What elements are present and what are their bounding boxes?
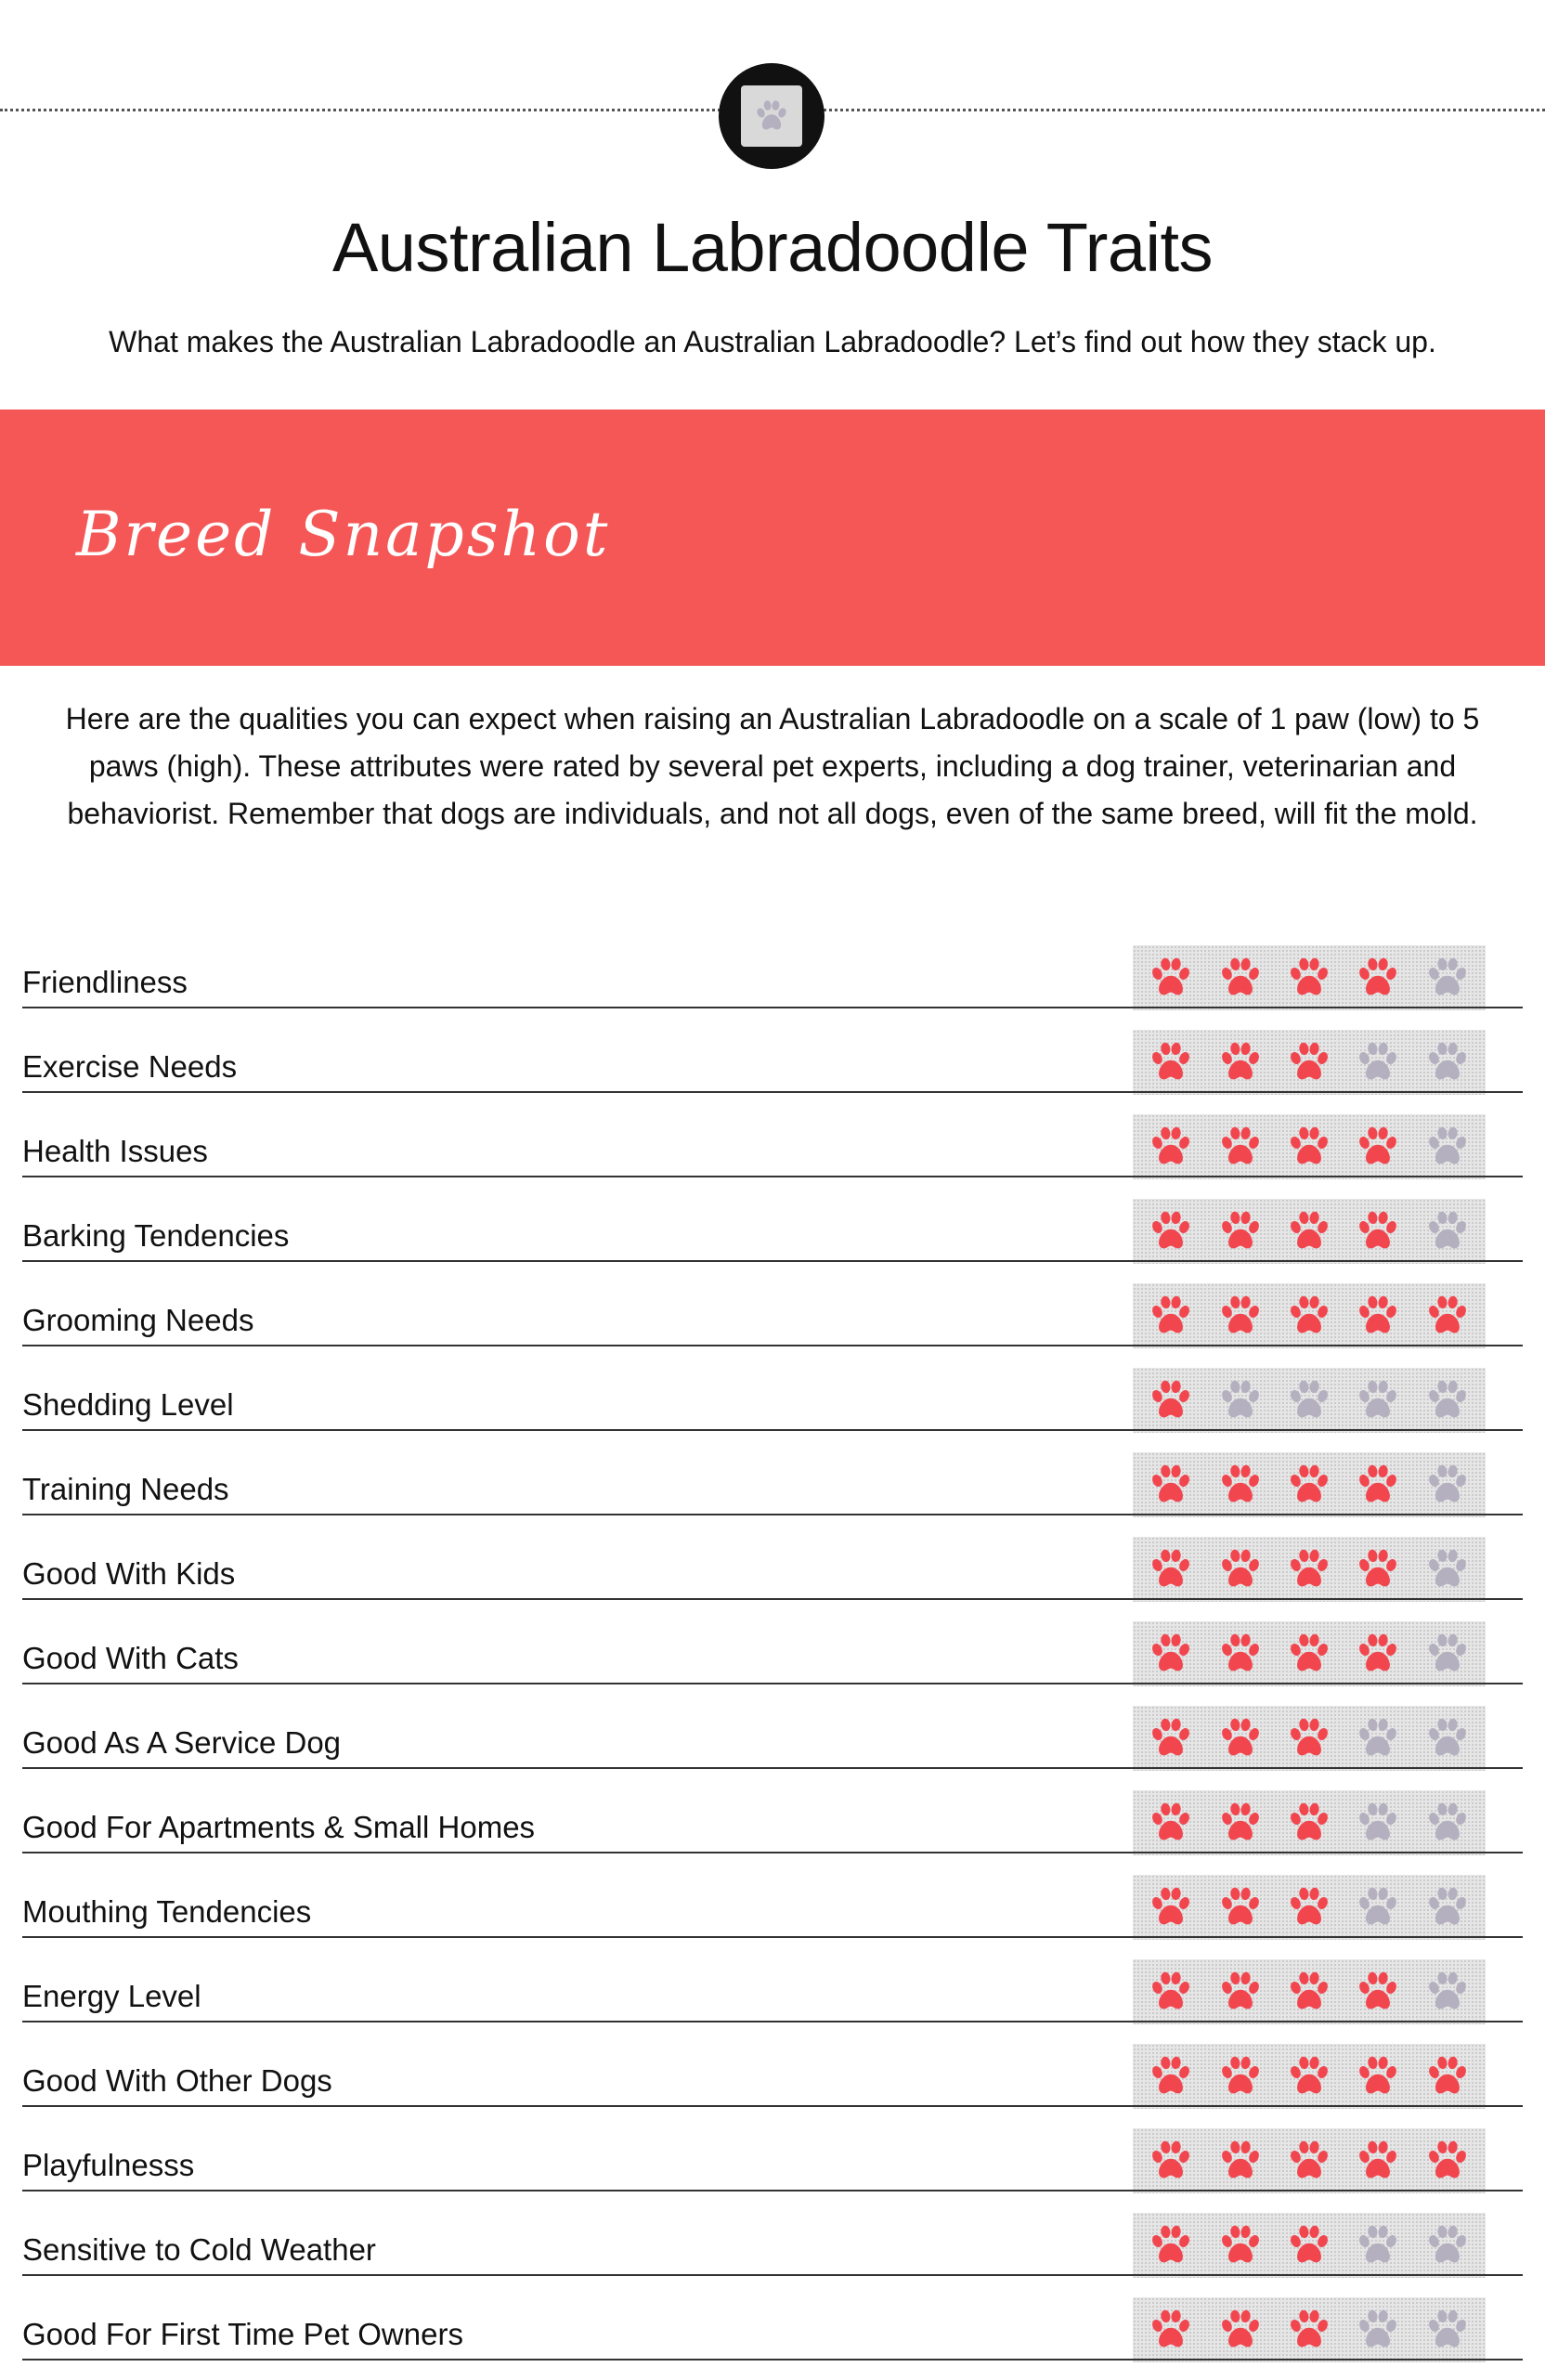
paw-rating — [1133, 1537, 1486, 1602]
paw-filled-icon — [1145, 1290, 1197, 1342]
paw-rating — [1133, 945, 1486, 1010]
paw-empty-icon — [1214, 1374, 1266, 1426]
paw-filled-icon — [1283, 1628, 1335, 1680]
intro-paragraph: Here are the qualities you can expect when raising an Australian Labradoodle on a scale of 1 paw (low) to 5 paws (high). These attributes were rated by several pet experts, including a dog trainer, veterinarian and behaviorist. Remember that dogs are individuals, and not all dogs, even of the same breed, will fit the mold. — [65, 702, 1480, 830]
paw-empty-icon — [1422, 2219, 1474, 2271]
paw-empty-icon — [1283, 1374, 1335, 1426]
breed-snapshot-banner — [0, 410, 1545, 666]
paw-filled-icon — [1422, 2050, 1474, 2102]
trait-divider — [22, 1260, 1523, 1262]
paw-empty-icon — [1352, 2219, 1404, 2271]
badge-inner — [741, 85, 802, 147]
paw-filled-icon — [1214, 2304, 1266, 2356]
trait-row — [0, 1704, 1545, 1788]
trait-divider — [22, 1852, 1523, 1853]
trait-label: Grooming Needs — [22, 1303, 254, 1337]
trait-row — [0, 1957, 1545, 2042]
paw-filled-icon — [1283, 1881, 1335, 1933]
trait-row — [0, 1535, 1545, 1619]
paw-filled-icon — [1283, 2304, 1335, 2356]
paw-filled-icon — [1422, 1290, 1474, 1342]
paw-filled-icon — [1283, 2219, 1335, 2271]
paw-empty-icon — [1422, 1797, 1474, 1849]
trait-divider — [22, 2274, 1523, 2276]
paw-rating — [1133, 2297, 1486, 2362]
paw-empty-icon — [1422, 1628, 1474, 1680]
paw-filled-icon — [1214, 1966, 1266, 2018]
paw-filled-icon — [1214, 1628, 1266, 1680]
paw-filled-icon — [1352, 1205, 1404, 1257]
trait-row — [0, 1281, 1545, 1366]
paw-empty-icon — [1422, 1881, 1474, 1933]
trait-divider — [22, 1767, 1523, 1769]
paw-filled-icon — [1283, 2135, 1335, 2187]
paw-filled-icon — [1214, 1543, 1266, 1595]
paw-filled-icon — [1214, 1459, 1266, 1511]
paw-empty-icon — [1422, 1205, 1474, 1257]
trait-divider — [22, 2105, 1523, 2107]
paw-filled-icon — [1214, 1797, 1266, 1849]
trait-label: Exercise Needs — [22, 1049, 238, 1084]
trait-row — [0, 1450, 1545, 1535]
trait-label: Friendliness — [22, 965, 188, 999]
banner-title: Breed Snapshot — [76, 499, 611, 570]
paw-empty-icon — [1422, 2304, 1474, 2356]
paw-filled-icon — [1283, 1712, 1335, 1764]
trait-label: Playfulnesss — [22, 2148, 195, 2182]
paw-filled-icon — [1214, 2219, 1266, 2271]
trait-label: Health Issues — [22, 1134, 208, 1168]
paw-filled-icon — [1145, 2304, 1197, 2356]
paw-filled-icon — [1352, 1121, 1404, 1173]
paw-empty-icon — [1352, 2304, 1404, 2356]
trait-label: Training Needs — [22, 1472, 229, 1506]
paw-empty-icon — [1422, 1543, 1474, 1595]
paw-filled-icon — [1422, 2135, 1474, 2187]
paw-rating — [1133, 2044, 1486, 2109]
paw-filled-icon — [1145, 1121, 1197, 1173]
paw-empty-icon — [1352, 1036, 1404, 1088]
paw-filled-icon — [1145, 1459, 1197, 1511]
paw-filled-icon — [1352, 1628, 1404, 1680]
trait-divider — [22, 1936, 1523, 1938]
trait-label: Shedding Level — [22, 1387, 234, 1422]
trait-row — [0, 1028, 1545, 1112]
trait-label: Mouthing Tendencies — [22, 1894, 312, 1929]
paw-filled-icon — [1145, 1712, 1197, 1764]
trait-divider — [22, 2359, 1523, 2360]
paw-filled-icon — [1283, 1205, 1335, 1257]
trait-row — [0, 1366, 1545, 1450]
paw-filled-icon — [1145, 1628, 1197, 1680]
trait-row — [0, 1788, 1545, 1873]
traits-list — [0, 943, 1545, 2380]
page-subtitle: What makes the Australian Labradoodle an Australian Labradoodle? Let’s find out how they stack up. — [109, 325, 1436, 358]
paw-empty-icon — [1422, 1459, 1474, 1511]
paw-filled-icon — [1352, 2135, 1404, 2187]
trait-divider — [22, 1091, 1523, 1093]
paw-empty-icon — [1422, 1712, 1474, 1764]
paw-filled-icon — [1283, 1121, 1335, 1173]
paw-empty-icon — [1352, 1797, 1404, 1849]
trait-divider — [22, 2021, 1523, 2022]
paw-filled-icon — [1214, 1290, 1266, 1342]
paw-filled-icon — [1214, 1121, 1266, 1173]
paw-empty-icon — [1422, 952, 1474, 1004]
trait-divider — [22, 1683, 1523, 1684]
paw-rating — [1133, 1368, 1486, 1433]
paw-filled-icon — [1214, 2050, 1266, 2102]
paw-filled-icon — [1214, 1036, 1266, 1088]
page-title: Australian Labradoodle Traits — [331, 209, 1214, 286]
trait-row — [0, 1873, 1545, 1957]
paw-rating — [1133, 1959, 1486, 2024]
trait-label: Good With Kids — [22, 1556, 236, 1591]
trait-row — [0, 1112, 1545, 1197]
paw-filled-icon — [1145, 2135, 1197, 2187]
paw-empty-icon — [1422, 1374, 1474, 1426]
paw-rating — [1133, 1114, 1486, 1179]
paw-filled-icon — [1214, 2135, 1266, 2187]
paw-filled-icon — [1352, 952, 1404, 1004]
paw-rating — [1133, 2213, 1486, 2278]
trait-row — [0, 1197, 1545, 1281]
trait-divider — [22, 1598, 1523, 1600]
paw-rating — [1133, 1706, 1486, 1771]
paw-filled-icon — [1145, 1966, 1197, 2018]
paw-filled-icon — [1283, 1290, 1335, 1342]
paw-empty-icon — [1352, 1881, 1404, 1933]
paw-rating — [1133, 2128, 1486, 2193]
paw-filled-icon — [1352, 1459, 1404, 1511]
paw-rating — [1133, 1199, 1486, 1264]
paw-rating — [1133, 1030, 1486, 1095]
paw-filled-icon — [1145, 2219, 1197, 2271]
trait-label: Good With Cats — [22, 1641, 239, 1675]
paw-filled-icon — [1283, 952, 1335, 1004]
paw-filled-icon — [1214, 952, 1266, 1004]
trait-row — [0, 2211, 1545, 2295]
trait-row — [0, 2042, 1545, 2126]
paw-empty-icon — [1352, 1374, 1404, 1426]
paw-rating — [1133, 1875, 1486, 1940]
trait-divider — [22, 1514, 1523, 1515]
paw-filled-icon — [1283, 1459, 1335, 1511]
trait-label: Sensitive to Cold Weather — [22, 2232, 376, 2267]
trait-row — [0, 1619, 1545, 1704]
trait-row — [0, 943, 1545, 1028]
paw-filled-icon — [1214, 1881, 1266, 1933]
paw-icon — [751, 96, 792, 137]
trait-label: Good For First Time Pet Owners — [22, 2317, 463, 2351]
trait-divider — [22, 1176, 1523, 1177]
paw-filled-icon — [1214, 1205, 1266, 1257]
paw-filled-icon — [1145, 1036, 1197, 1088]
paw-filled-icon — [1145, 2050, 1197, 2102]
paw-filled-icon — [1283, 2050, 1335, 2102]
header-badge — [719, 63, 824, 169]
trait-row — [0, 2295, 1545, 2380]
trait-label: Good As A Service Dog — [22, 1725, 342, 1760]
paw-filled-icon — [1145, 1543, 1197, 1595]
paw-filled-icon — [1283, 1036, 1335, 1088]
paw-filled-icon — [1283, 1966, 1335, 2018]
paw-empty-icon — [1422, 1121, 1474, 1173]
paw-filled-icon — [1352, 1290, 1404, 1342]
trait-divider — [22, 1007, 1523, 1008]
paw-filled-icon — [1145, 1797, 1197, 1849]
trait-label: Good With Other Dogs — [22, 2063, 332, 2098]
paw-filled-icon — [1145, 1881, 1197, 1933]
paw-rating — [1133, 1283, 1486, 1348]
paw-filled-icon — [1352, 2050, 1404, 2102]
trait-label: Good For Apartments & Small Homes — [22, 1810, 536, 1844]
paw-filled-icon — [1145, 1374, 1197, 1426]
paw-rating — [1133, 1452, 1486, 1517]
paw-rating — [1133, 1621, 1486, 1686]
paw-filled-icon — [1283, 1543, 1335, 1595]
trait-row — [0, 2126, 1545, 2211]
trait-divider — [22, 1429, 1523, 1431]
trait-divider — [22, 2190, 1523, 2191]
paw-filled-icon — [1352, 1543, 1404, 1595]
paw-rating — [1133, 1790, 1486, 1855]
paw-filled-icon — [1145, 952, 1197, 1004]
paw-filled-icon — [1352, 1966, 1404, 2018]
trait-label: Energy Level — [22, 1979, 201, 2013]
trait-label: Barking Tendencies — [22, 1218, 290, 1253]
paw-filled-icon — [1145, 1205, 1197, 1257]
paw-filled-icon — [1283, 1797, 1335, 1849]
trait-divider — [22, 1345, 1523, 1346]
paw-filled-icon — [1214, 1712, 1266, 1764]
paw-empty-icon — [1352, 1712, 1404, 1764]
paw-empty-icon — [1422, 1036, 1474, 1088]
paw-empty-icon — [1422, 1966, 1474, 2018]
